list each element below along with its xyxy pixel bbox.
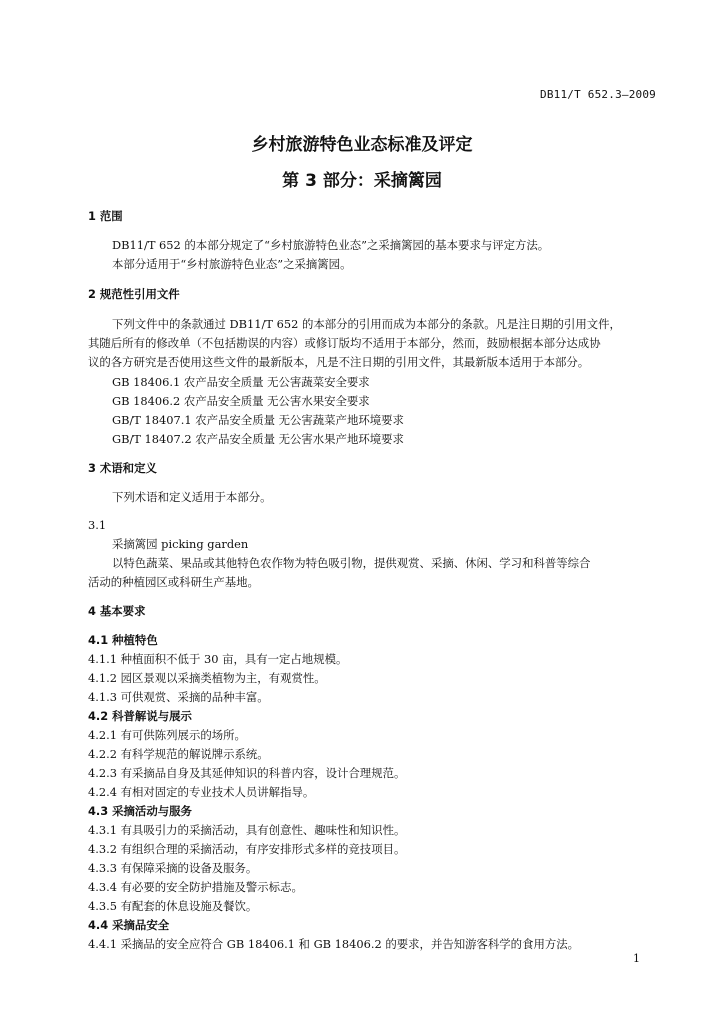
body-line: 以特色蔬菜、果品或其他特色农作物为特色吸引物，提供观赏、采摘、休闲、学习和科普等综合 bbox=[112, 556, 591, 570]
body-line: 4.3.1 有具吸引力的采摘活动，具有创意性、趣味性和知识性。 bbox=[88, 823, 406, 837]
body-line: 4.1.2 园区景观以采摘类植物为主，有观赏性。 bbox=[88, 671, 326, 685]
body-line: 4.3.4 有必要的安全防护措施及警示标志。 bbox=[88, 880, 303, 894]
body-line: DB11/T 652 的本部分规定了“乡村旅游特色业态”之采摘篱园的基本要求与评定方法。 bbox=[112, 238, 550, 252]
body-line: 采摘篱园 picking garden bbox=[112, 537, 249, 551]
body-line: GB/T 18407.2 农产品安全质量 无公害水果产地环境要求 bbox=[112, 432, 404, 446]
section-heading: 3 术语和定义 bbox=[88, 461, 157, 475]
body-line: GB 18406.2 农产品安全质量 无公害水果安全要求 bbox=[112, 394, 370, 408]
body-line: 下列文件中的条款通过 DB11/T 652 的本部分的引用而成为本部分的条款。凡是注日期的引用文件， bbox=[112, 317, 621, 331]
body-line: 本部分适用于“乡村旅游特色业态”之采摘篱园。 bbox=[112, 257, 352, 271]
section-heading: 4 基本要求 bbox=[88, 604, 146, 618]
document-title: 乡村旅游特色业态标准及评定 bbox=[251, 135, 473, 155]
section-heading: 4.4 采摘品安全 bbox=[88, 918, 170, 932]
section-heading: 1 范围 bbox=[88, 209, 123, 223]
document-subtitle: 第 3 部分：采摘篱园 bbox=[282, 171, 442, 191]
body-line: 4.4.1 采摘品的安全应符合 GB 18406.1 和 GB 18406.2 的要求，并告知游客科学的食用方法。 bbox=[88, 937, 580, 951]
body-line: 4.1.1 种植面积不低于 30 亩，具有一定占地规模。 bbox=[88, 652, 348, 666]
body-line: 4.2.3 有采摘品自身及其延伸知识的科普内容，设计合理规范。 bbox=[88, 766, 406, 780]
body-line: 4.3.2 有组织合理的采摘活动，有序安排形式多样的竞技项目。 bbox=[88, 842, 406, 856]
body-line: 4.3.3 有保障采摘的设备及服务。 bbox=[88, 861, 258, 875]
body-line: 4.2.2 有科学规范的解说牌示系统。 bbox=[88, 747, 269, 761]
body-line: 其随后所有的修改单（不包括勘误的内容）或修订版均不适用于本部分，然而，鼓励根据本部分达成协 bbox=[88, 336, 601, 350]
body-line: 4.3.5 有配套的休息设施及餐饮。 bbox=[88, 899, 258, 913]
body-line: 议的各方研究是否使用这些文件的最新版本，凡是不注日期的引用文件，其最新版本适用于本部分。 bbox=[88, 355, 590, 369]
body-line: 4.1.3 可供观赏、采摘的品种丰富。 bbox=[88, 690, 269, 704]
section-heading: 4.1 种植特色 bbox=[88, 633, 158, 647]
body-line: 3.1 bbox=[88, 518, 107, 532]
section-heading: 4.3 采摘活动与服务 bbox=[88, 804, 192, 818]
body-line: 4.2.1 有可供陈列展示的场所。 bbox=[88, 728, 246, 742]
body-line: GB 18406.1 农产品安全质量 无公害蔬菜安全要求 bbox=[112, 375, 370, 389]
section-heading: 2 规范性引用文件 bbox=[88, 287, 180, 301]
body-line: 活动的种植园区或科研生产基地。 bbox=[88, 575, 259, 589]
body-line: GB/T 18407.1 农产品安全质量 无公害蔬菜产地环境要求 bbox=[112, 413, 404, 427]
body-line: 下列术语和定义适用于本部分。 bbox=[112, 490, 272, 504]
standard-number: DB11/T 652.3—2009 bbox=[540, 88, 656, 101]
page-number: 1 bbox=[633, 952, 640, 965]
section-heading: 4.2 科普解说与展示 bbox=[88, 709, 192, 723]
body-line: 4.2.4 有相对固定的专业技术人员讲解指导。 bbox=[88, 785, 315, 799]
